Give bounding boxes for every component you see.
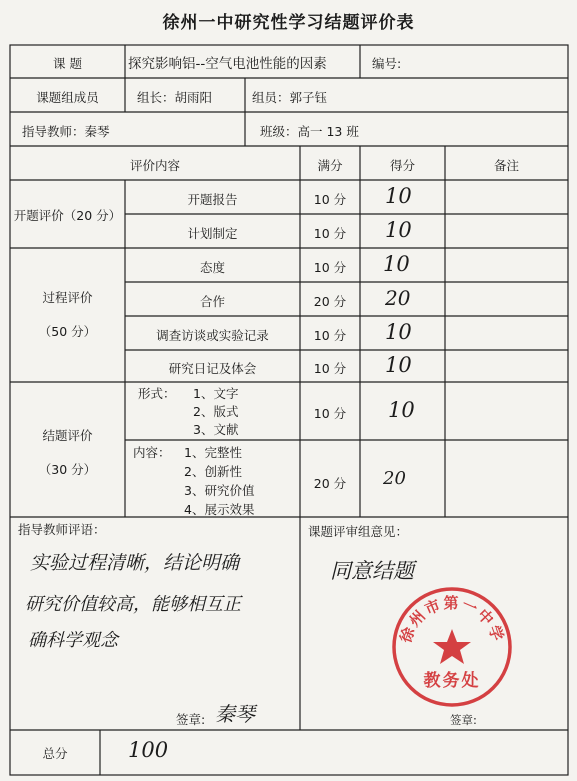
item-full: 10 分 bbox=[313, 226, 347, 241]
item-score: 10 bbox=[383, 252, 410, 276]
content-item: 2、创新性 bbox=[184, 464, 242, 479]
content-item: 1、完整性 bbox=[184, 445, 242, 460]
item-name: 态度 bbox=[199, 260, 225, 275]
teacher-comment-line: 研究价值较高，能够相互正 bbox=[25, 594, 241, 615]
item-full: 10 分 bbox=[313, 192, 347, 207]
item-score: 10 bbox=[385, 320, 412, 344]
topic-label: 课 题 bbox=[53, 56, 82, 71]
teacher-sign-label: 签章: bbox=[176, 712, 206, 727]
col-score: 得分 bbox=[389, 158, 415, 173]
item-score: 10 bbox=[385, 218, 412, 242]
panel-sign-label: 签章: bbox=[450, 713, 477, 727]
item-score: 10 bbox=[385, 353, 412, 377]
total-label: 总分 bbox=[42, 746, 68, 761]
number-label: 编号: bbox=[372, 56, 402, 71]
item-score: 20 bbox=[383, 468, 406, 489]
item-full: 20 分 bbox=[313, 476, 347, 491]
section-points-process: （50 分） bbox=[38, 324, 97, 339]
teacher-name: 指导教师：秦琴 bbox=[22, 124, 110, 139]
teacher-comment-line: 实验过程清晰，结论明确 bbox=[30, 552, 240, 574]
content-item: 3、研究价值 bbox=[184, 483, 255, 498]
item-full: 10 分 bbox=[313, 361, 347, 376]
item-score: 10 bbox=[388, 398, 415, 422]
item-name: 调查访谈或实验记录 bbox=[156, 328, 269, 343]
svg-text:教务处: 教务处 bbox=[423, 671, 481, 691]
section-points-final: （30 分） bbox=[38, 462, 97, 477]
section-label-process: 过程评价 bbox=[42, 290, 93, 305]
group-leader: 组长：胡雨阳 bbox=[137, 90, 213, 105]
item-full: 10 分 bbox=[313, 406, 347, 421]
official-seal-stamp bbox=[390, 585, 514, 709]
item-full: 20 分 bbox=[313, 294, 347, 309]
item-name: 计划制定 bbox=[187, 226, 238, 241]
form-item: 1、文字 bbox=[193, 386, 239, 401]
svg-text:徐州市第一中学: 徐州市第一中学 bbox=[396, 594, 508, 646]
form-item: 2、版式 bbox=[193, 404, 239, 419]
teacher-comment-label: 指导教师评语： bbox=[18, 522, 106, 537]
section-label-opening: 开题评价（20 分） bbox=[13, 208, 122, 223]
total-score: 100 bbox=[128, 738, 169, 762]
group-member: 组员：郭子钰 bbox=[252, 90, 328, 105]
content-item: 4、展示效果 bbox=[184, 502, 255, 517]
form-label: 形式： bbox=[138, 386, 176, 401]
panel-opinion: 同意结题 bbox=[330, 559, 414, 583]
item-full: 10 分 bbox=[313, 260, 347, 275]
panel-opinion-label: 课题评审组意见： bbox=[308, 524, 409, 539]
item-name: 研究日记及体会 bbox=[168, 361, 257, 376]
group-label: 课题组成员 bbox=[36, 90, 99, 105]
form-title: 徐州一中研究性学习结题评价表 bbox=[162, 13, 415, 33]
col-full: 满分 bbox=[317, 158, 343, 173]
form-item: 3、文献 bbox=[193, 422, 239, 437]
topic-value: 探究影响铝--空气电池性能的因素 bbox=[128, 56, 327, 72]
teacher-comment-line: 确科学观念 bbox=[28, 630, 118, 651]
teacher-signature: 秦琴 bbox=[215, 702, 255, 726]
item-name: 合作 bbox=[199, 294, 225, 309]
item-score: 20 bbox=[385, 286, 411, 310]
item-score: 10 bbox=[385, 184, 412, 208]
content-label: 内容： bbox=[133, 445, 171, 460]
item-name: 开题报告 bbox=[187, 192, 238, 207]
item-full: 10 分 bbox=[313, 328, 347, 343]
section-label-final: 结题评价 bbox=[42, 428, 93, 443]
col-content: 评价内容 bbox=[129, 158, 180, 173]
class-name: 班级：高一 13 班 bbox=[260, 124, 359, 139]
col-remark: 备注 bbox=[493, 158, 519, 173]
